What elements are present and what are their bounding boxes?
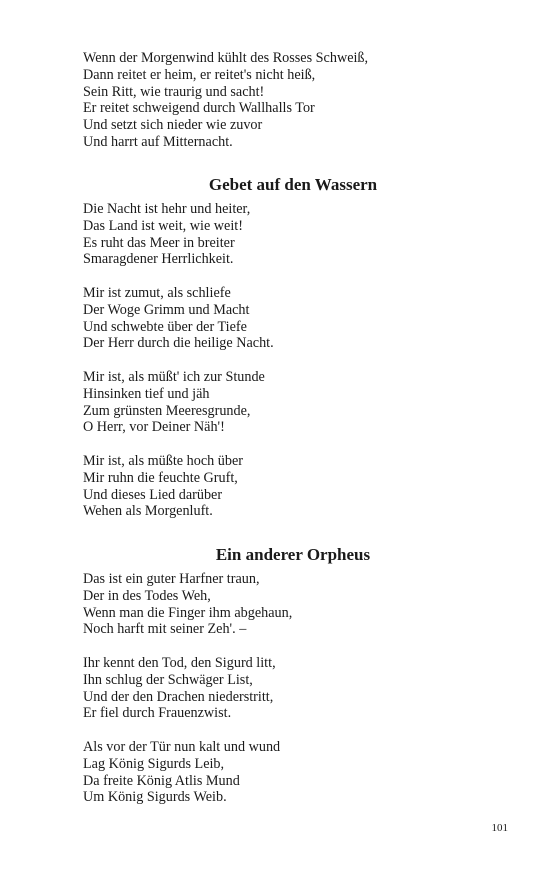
verse-line: Er fiel durch Frauenzwist.	[83, 705, 232, 722]
poem2-stanza-2	[83, 285, 274, 352]
verse-line: Sein Ritt, wie traurig und sacht!	[83, 83, 265, 100]
verse-line: Und schwebte über der Tiefe	[83, 318, 247, 335]
verse-line: Noch harft mit seiner Zeh'. –	[83, 621, 247, 638]
verse-line: O Herr, vor Deiner Näh'!	[83, 419, 225, 436]
verse-line: Der Herr durch die heilige Nacht.	[83, 335, 274, 352]
verse-line: Es ruht das Meer in breiter	[83, 234, 235, 251]
verse-line: Dann reitet er heim, er reitet's nicht heiß,	[83, 66, 316, 83]
verse-line: Mir ist zumut, als schliefe	[83, 285, 231, 301]
verse-line: Wenn man die Finger ihm abgehaun,	[83, 604, 293, 621]
verse-line: Mir ist, als müßt' ich zur Stunde	[83, 369, 265, 385]
verse-line: Mir ist, als müßte hoch über	[83, 453, 243, 469]
verse-line: Und dieses Lied darüber	[83, 486, 223, 503]
poem-title: Gebet auf den Wassern	[208, 175, 378, 194]
poem2-stanza-4	[83, 453, 243, 520]
poem2-stanza-1	[83, 201, 250, 268]
verse-line: Mir ruhn die feuchte Gruft,	[83, 469, 238, 486]
verse-line: Das Land ist weit, wie weit!	[83, 217, 243, 234]
verse-line: Als vor der Tür nun kalt und wund	[83, 739, 281, 755]
verse-line: Ihr kennt den Tod, den Sigurd litt,	[83, 655, 276, 671]
poem3-stanza-2	[83, 655, 276, 722]
verse-line: Das ist ein guter Harfner traun,	[83, 571, 260, 587]
poem3-stanza-3	[83, 739, 280, 806]
poem3-stanza-1	[83, 571, 292, 638]
verse-line: Hinsinken tief und jäh	[83, 385, 210, 402]
poem-title: Ein anderer Orpheus	[215, 545, 371, 564]
verse-line: Wehen als Morgenluft.	[83, 503, 213, 520]
verse-line: Und der den Drachen niederstritt,	[83, 688, 274, 705]
verse-line: Er reitet schweigend durch Wallhalls Tor	[83, 100, 315, 117]
verse-line: Und harrt auf Mitternacht.	[83, 133, 233, 150]
verse-line: Da freite König Atlis Mund	[83, 772, 240, 789]
verse-line: Um König Sigurds Weib.	[83, 789, 227, 806]
verse-line: Die Nacht ist hehr und heiter,	[83, 201, 251, 217]
verse-line: Zum grünsten Meeresgrunde,	[83, 402, 251, 419]
page-number: 101	[491, 822, 508, 834]
verse-line: Ihn schlug der Schwäger List,	[83, 671, 253, 688]
verse-line: Lag König Sigurds Leib,	[83, 755, 225, 772]
poem1-stanza-1	[83, 50, 368, 151]
verse-line: Und setzt sich nieder wie zuvor	[83, 117, 263, 134]
verse-line: Der in des Todes Weh,	[83, 587, 211, 604]
poem2-stanza-3	[83, 369, 265, 436]
verse-line: Smaragdener Herrlichkeit.	[83, 251, 234, 268]
verse-line: Der Woge Grimm und Macht	[83, 301, 250, 318]
verse-line: Wenn der Morgenwind kühlt des Rosses Schweiß,	[83, 50, 369, 66]
